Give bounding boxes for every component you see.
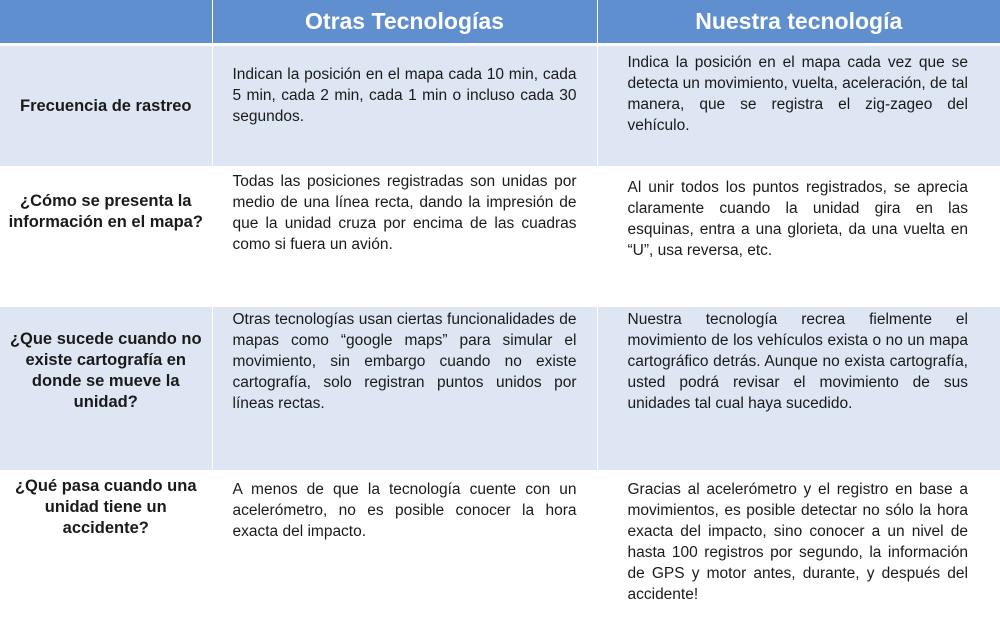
row-other-text: Indican la posición en el mapa cada 10 min, cada 5 min, cada 2 min, cada 1 min o incluso cada 30 segundos. [212, 45, 597, 168]
row-question: ¿Cómo se presenta la información en el mapa? [0, 168, 212, 306]
row-ours-text: Nuestra tecnología recrea fielmente el movimiento de los vehículos exista o no un mapa cartográfico detrás. Aunque no exista cartografía, usted podrá revisar el movimiento de sus unidades tal cual haya sucedido. [597, 306, 1000, 472]
row-other-text: Otras tecnologías usan ciertas funcionalidades de mapas como “google maps” para simular el movimiento, sin embargo cuando no existe cartografía, solo registran puntos unidos por líneas rectas. [212, 306, 597, 472]
row-question: ¿Que sucede cuando no existe cartografía en donde se mueve la unidad? [0, 306, 212, 472]
header-empty-cell [0, 0, 212, 45]
table-row [0, 45, 1000, 168]
header-our-technology: Nuestra tecnología [597, 0, 1000, 45]
row-ours-text: Gracias al acelerómetro y el registro en base a movimientos, es posible detectar no sólo la hora exacta del impacto, sino conocer a un nivel de hasta 100 registros por segundo, la información de GPS y motor antes, durante, y después del accidente! [597, 472, 1000, 619]
header-other-technologies: Otras Tecnologías [212, 0, 597, 45]
row-ours-text: Indica la posición en el mapa cada vez que se detecta un movimiento, vuelta, aceleración, de tal manera, que se registra el zig-zageo del vehículo. [597, 45, 1000, 168]
header-row [0, 0, 1000, 45]
table-row [0, 306, 1000, 472]
table-row [0, 472, 1000, 619]
table-row [0, 168, 1000, 306]
row-other-text: Todas las posiciones registradas son unidas por medio de una línea recta, dando la impresión de que la unidad cruza por encima de las cuadras como si fuera un avión. [212, 168, 597, 306]
row-question: Frecuencia de rastreo [0, 45, 212, 168]
row-ours-text: Al unir todos los puntos registrados, se aprecia claramente cuando la unidad gira en las esquinas, entra a una glorieta, da una vuelta en “U”, usa reversa, etc. [597, 168, 1000, 306]
row-other-text: A menos de que la tecnología cuente con un acelerómetro, no es posible conocer la hora exacta del impacto. [212, 472, 597, 619]
row-question: ¿Qué pasa cuando una unidad tiene un accidente? [0, 472, 212, 619]
